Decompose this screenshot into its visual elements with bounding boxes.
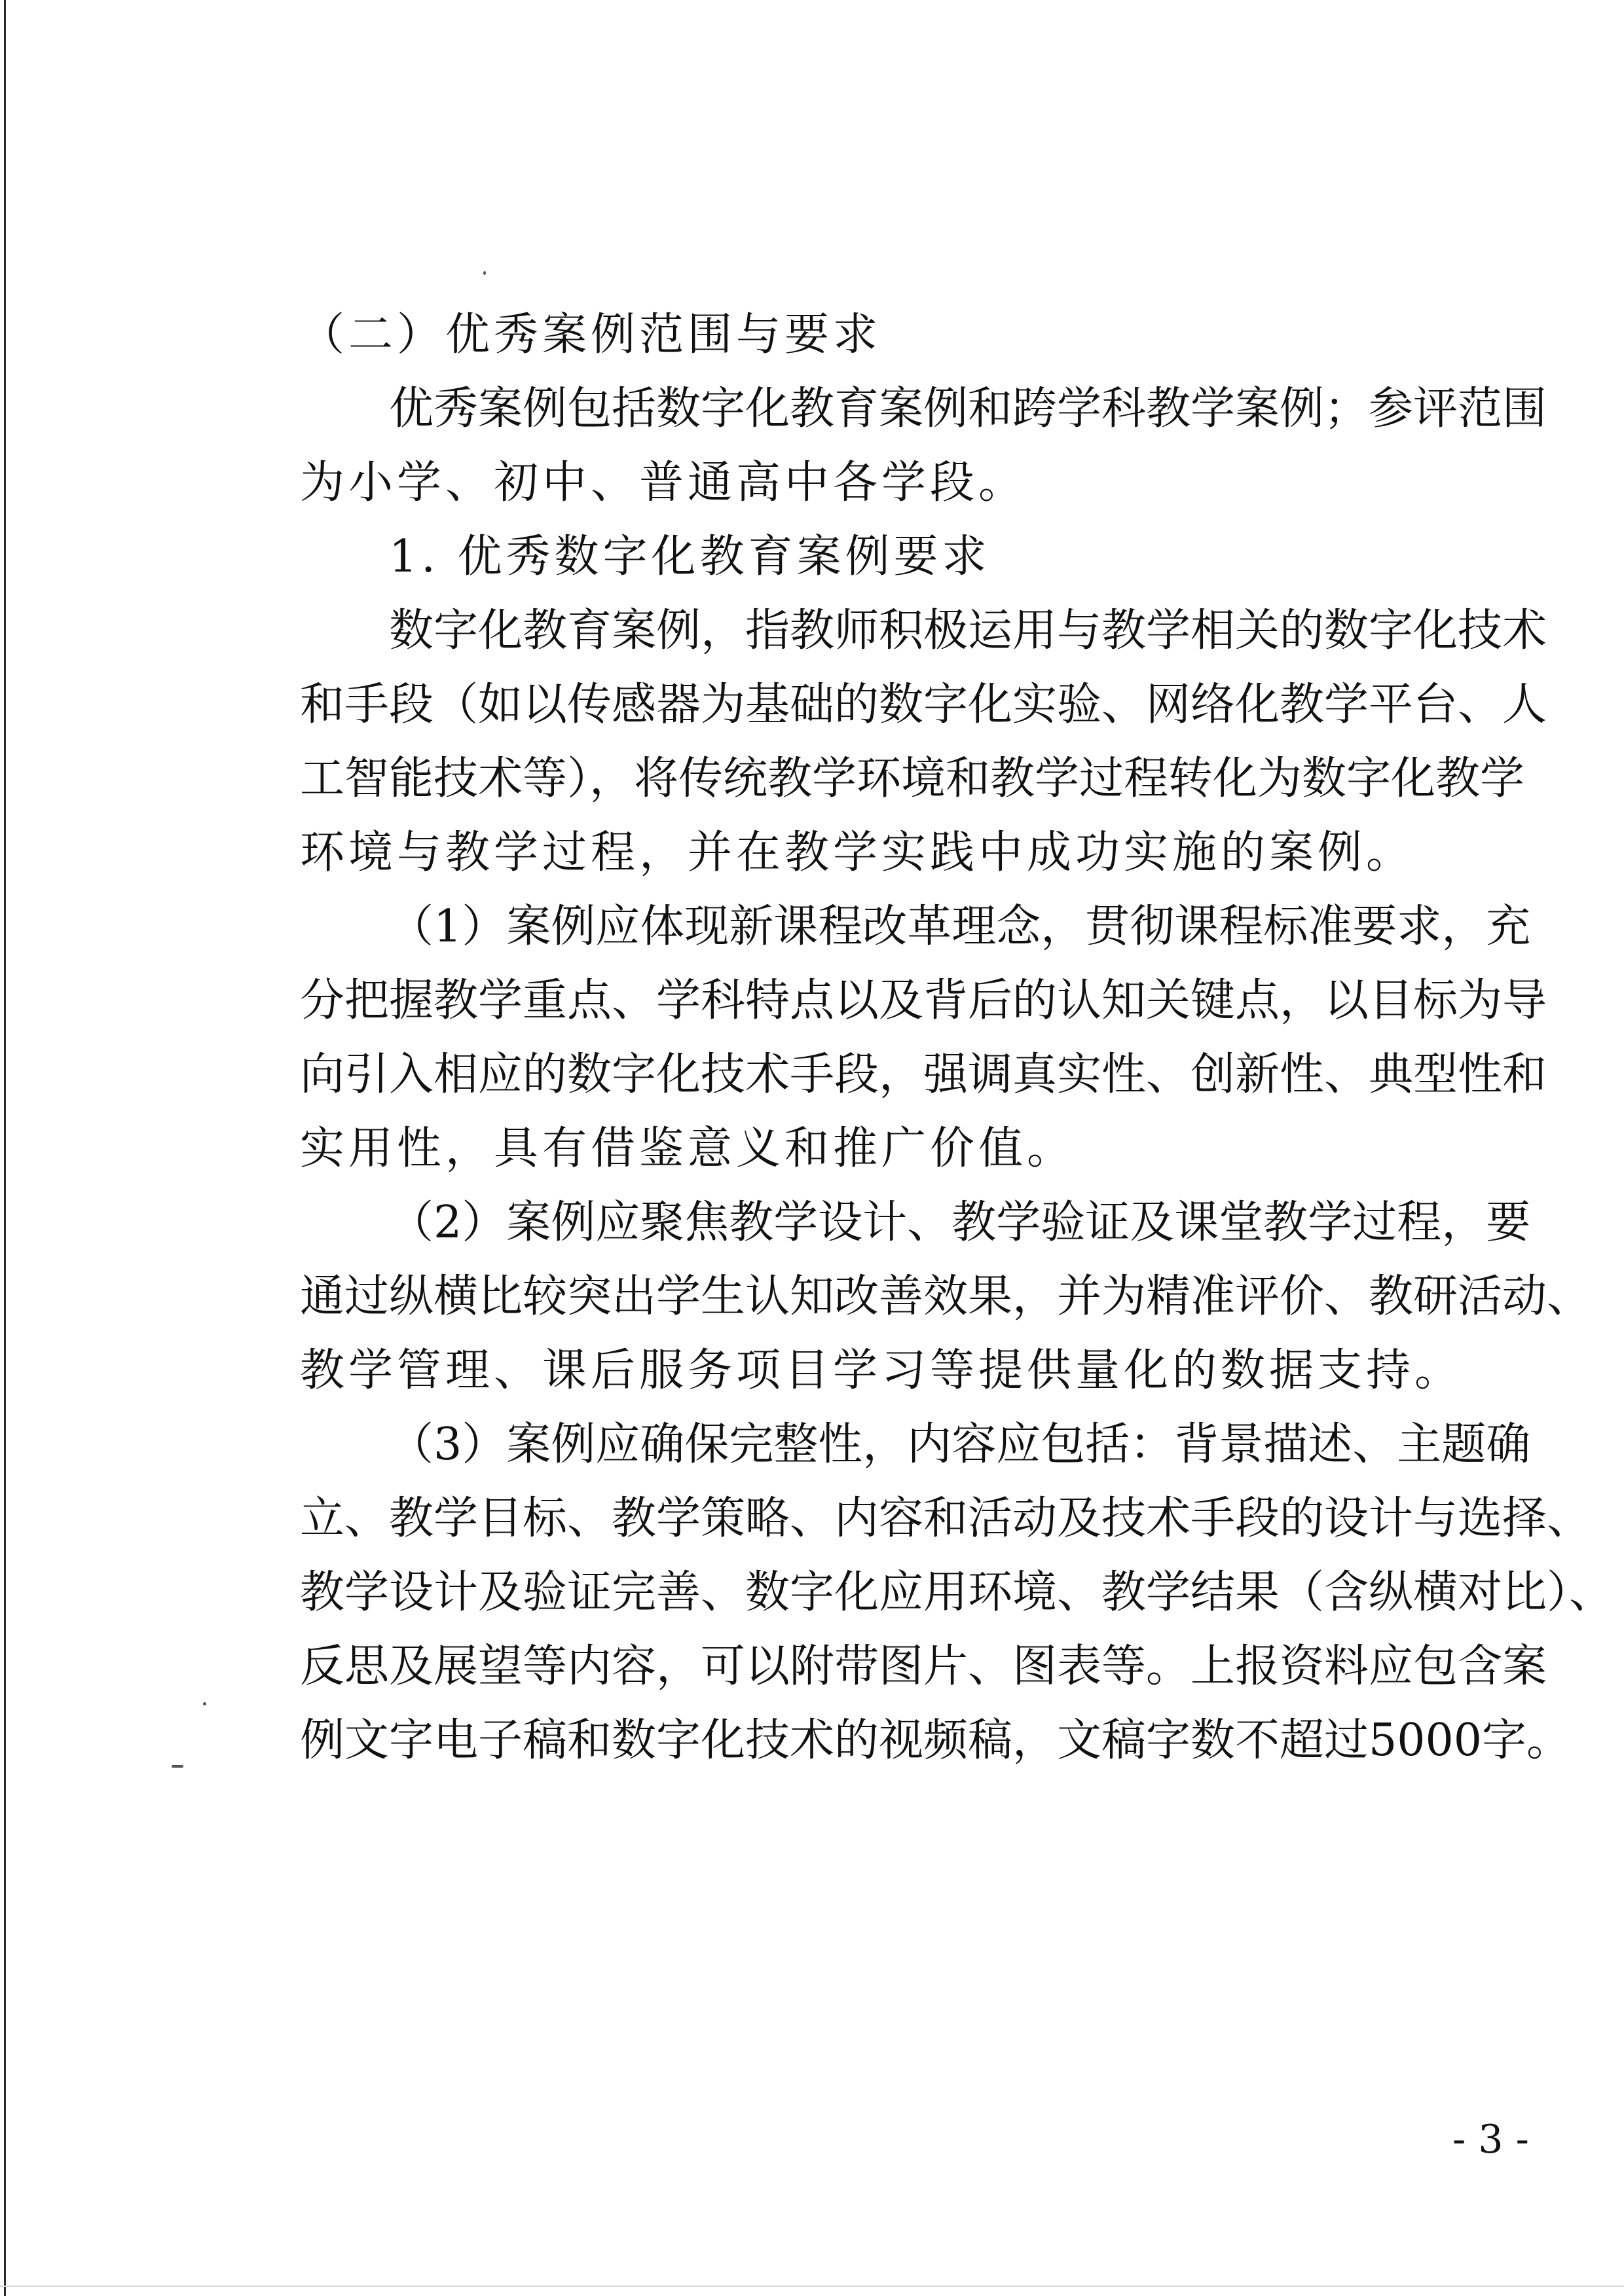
definition-line: 工智能技术等），将传统教学环境和教学过程转化为数字化教学 [300, 753, 1525, 805]
item-3-line: 反思及展望等内容，可以附带图片、图表等。上报资料应包含案 [300, 1641, 1547, 1692]
definition-line: 数字化教育案例，指教师积极运用与教学相关的数字化技术 [389, 605, 1547, 657]
subheading: 1. 优秀数字化教育案例要求 [389, 531, 991, 583]
item-1-line: 实用性，具有借鉴意义和推广价值。 [300, 1123, 1076, 1175]
item-3-line: 例文字电子稿和数字化技术的视频稿，文稿字数不超过5000字。 [300, 1715, 1572, 1766]
scan-edge-bottom [0, 2286, 1624, 2287]
definition-line: 和手段（如以传感器为基础的数字化实验、网络化教学平台、人 [300, 679, 1547, 731]
item-2-line: 通过纵横比较突出学生认知改善效果，并为精准评价、教研活动、 [300, 1271, 1592, 1322]
item-2-line: 教学管理、课后服务项目学习等提供量化的数据支持。 [300, 1345, 1464, 1396]
item-3-line: （3）案例应确保完整性，内容应包括：背景描述、主题确 [389, 1419, 1531, 1470]
intro-line: 为小学、初中、普通高中各学段。 [300, 457, 1027, 509]
item-1-line: 分把握教学重点、学科特点以及背后的认知关键点，以目标为导 [300, 975, 1547, 1027]
intro-line: 优秀案例包括数字化教育案例和跨学科教学案例；参评范围 [389, 383, 1547, 435]
definition-line: 环境与教学过程，并在教学实践中成功实施的案例。 [300, 827, 1415, 879]
document-body [300, 298, 1614, 1777]
item-1-line: （1）案例应体现新课程改革理念，贯彻课程标准要求，充 [389, 901, 1531, 953]
page-number: - 3 - [1452, 2117, 1529, 2162]
scan-speck [203, 1702, 206, 1705]
item-2-line: （2）案例应聚焦教学设计、教学验证及课堂教学过程，要 [389, 1197, 1531, 1248]
item-3-line: 立、教学目标、教学策略、内容和活动及技术手段的设计与选择、 [300, 1493, 1592, 1544]
scan-speck [172, 1765, 183, 1768]
scan-edge-left [4, 0, 6, 2296]
item-3-line: 教学设计及验证完善、数字化应用环境、教学结果（含纵横对比）、 [300, 1567, 1614, 1618]
item-1-line: 向引入相应的数字化技术手段，强调真实性、创新性、典型性和 [300, 1049, 1547, 1101]
section-heading: （二）优秀案例范围与要求 [300, 309, 882, 361]
scan-speck [483, 271, 486, 275]
